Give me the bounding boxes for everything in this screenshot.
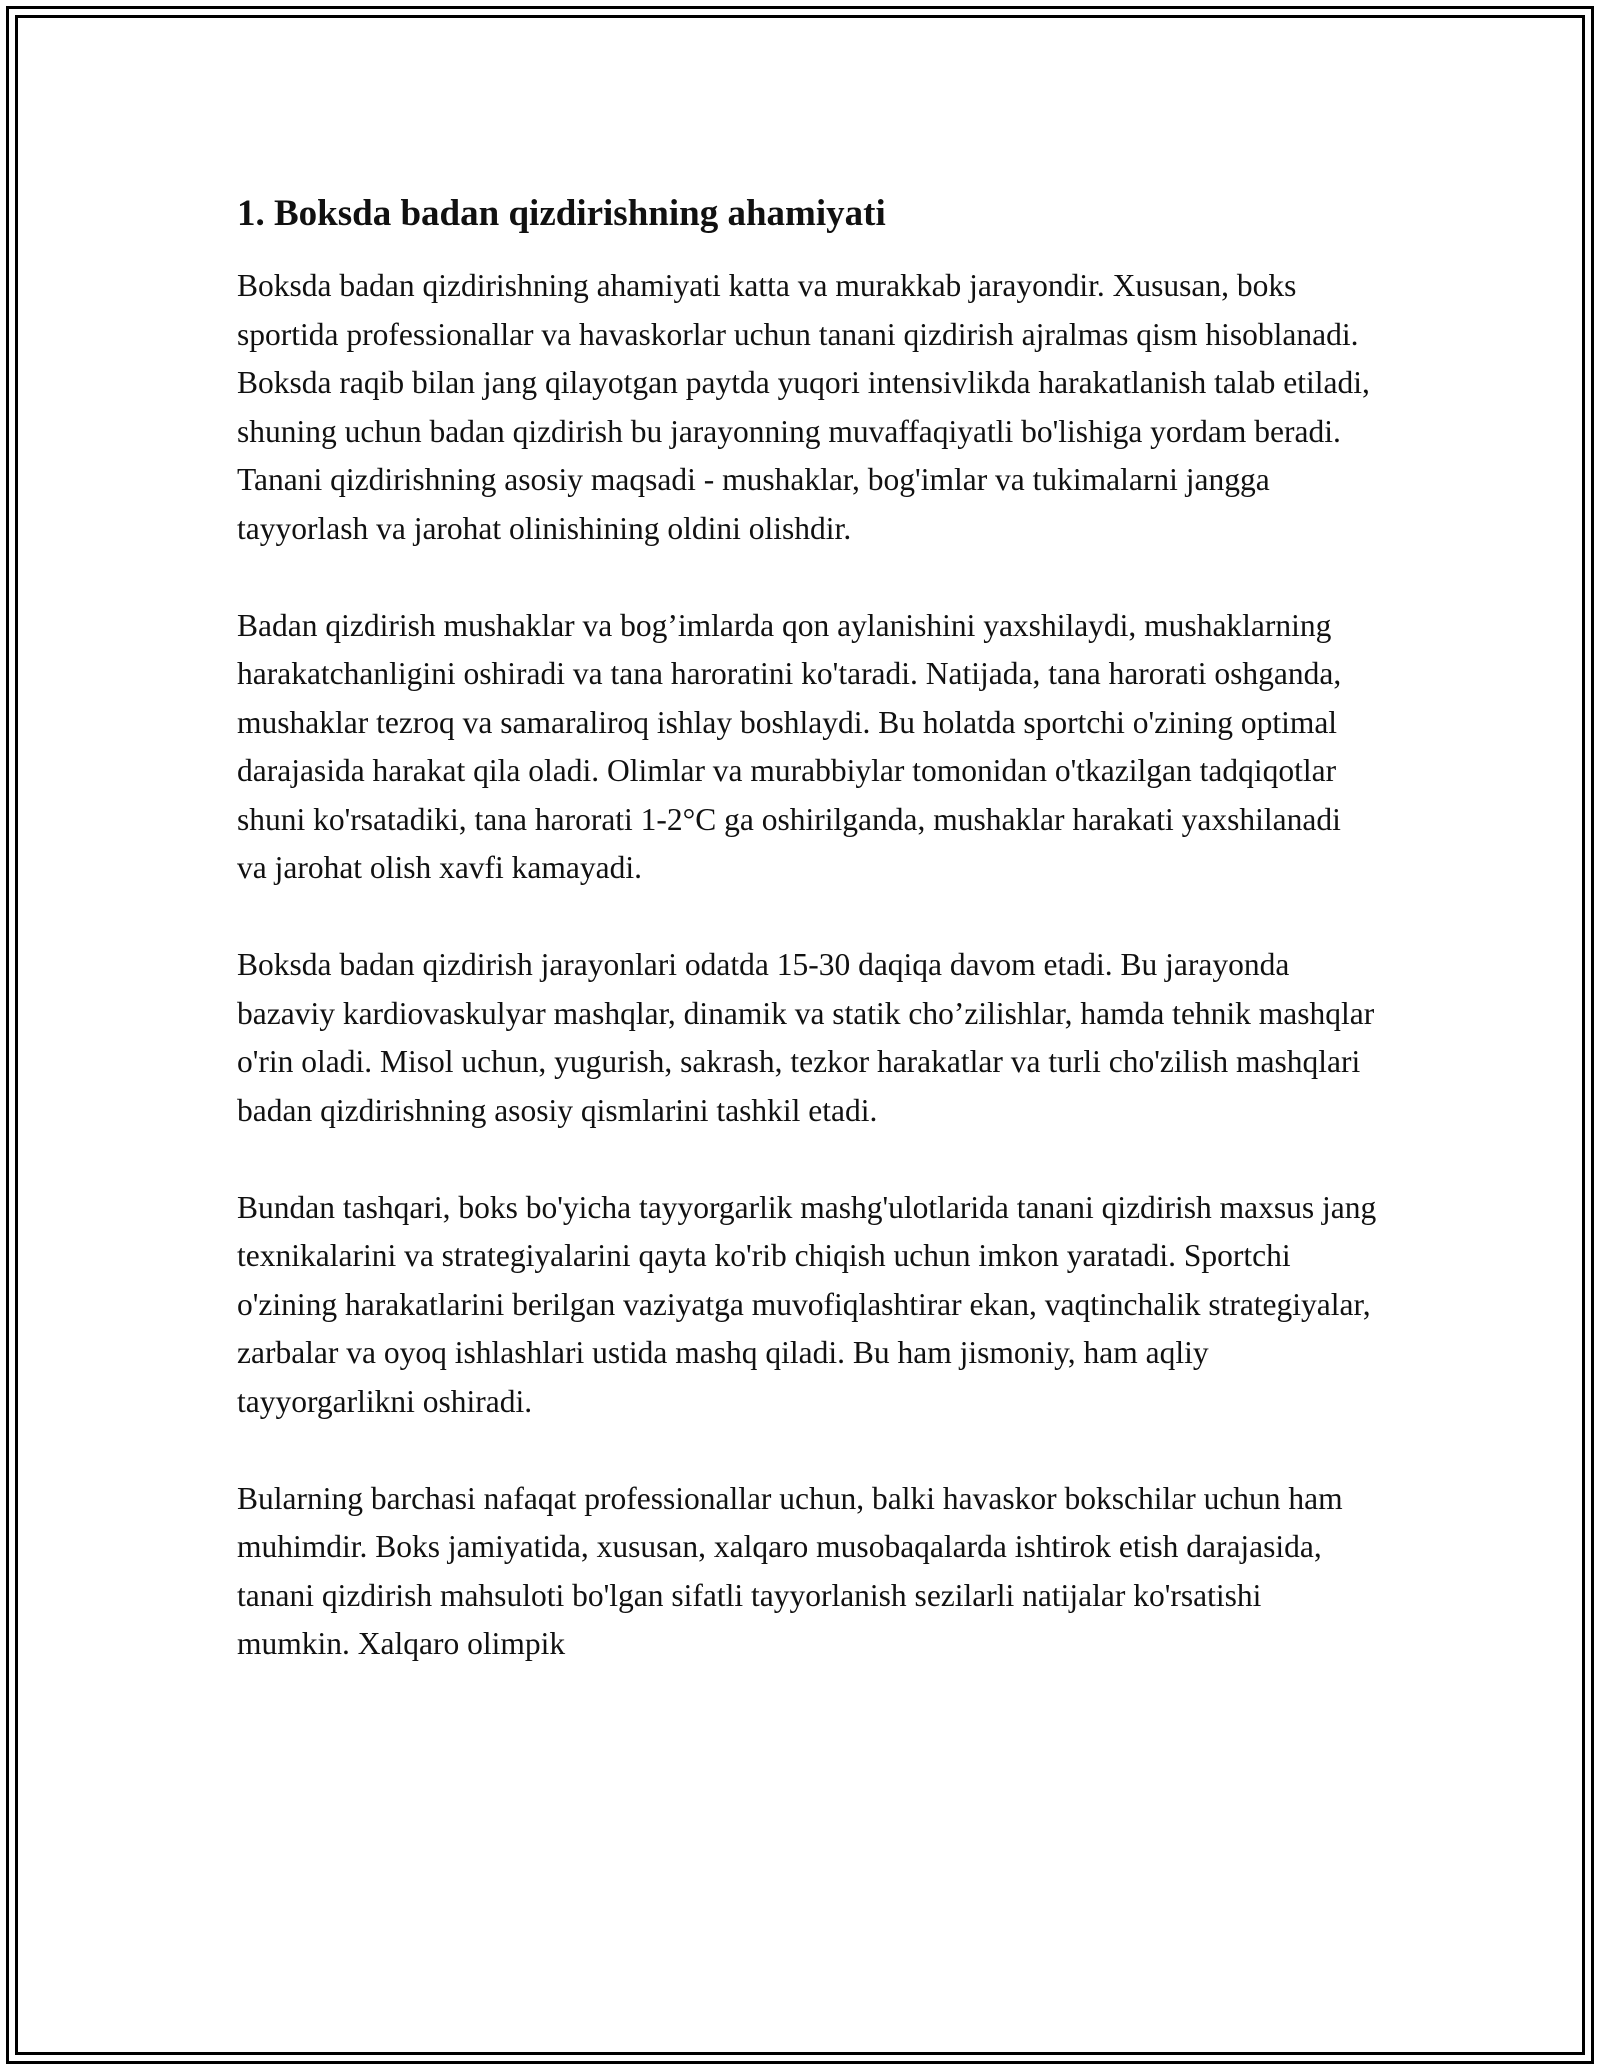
paragraph-2: Badan qizdirish mushaklar va bog’imlarda qon aylanishini yaxshilaydi, mushaklarning harakatchanligini oshiradi va tana haroratini ko'taradi. Natijada, tana harorati oshganda, mushaklar tezroq va samaraliroq ishlay boshlaydi. Bu holatda sportchi o'zining optimal darajasida harakat qila oladi. Olimlar va murabbiylar tomonidan o'tkazilgan tadqiqotlar shuni ko'rsatadiki, tana harorati 1-2°C ga oshirilganda, mushaklar harakati yaxshilanadi va jarohat olish xavfi kamayadi. <box>237 607 1342 885</box>
document-body <box>237 186 1377 1669</box>
paragraph-5: Bularning barchasi nafaqat professionallar uchun, balki havaskor bokschilar uchun ham muhimdir. Boks jamiyatida, xususan, xalqaro musobaqalarda ishtirok etish darajasida, tanani qizdirish mahsuloti bo'lgan sifatli tayyorlanish sezilarli natijalar ko'rsatishi mumkin. Xalqaro olimpik <box>237 1480 1343 1661</box>
section-heading: 1. Boksda badan qizdirishning ahamiyati <box>237 193 886 234</box>
paragraph-3: Boksda badan qizdirish jarayonlari odatda 15-30 daqiqa davom etadi. Bu jarayonda bazaviy kardiovaskulyar mashqlar, dinamik va statik cho’zilishlar, hamda tehnik mashqlar o'rin oladi. Misol uchun, yugurish, sakrash, tezkor harakatlar va turli cho'zilish mashqlari badan qizdirishning asosiy qismlarini tashkil etadi. <box>237 947 1375 1128</box>
paragraph-1: Boksda badan qizdirishning ahamiyati katta va murakkab jarayondir. Xususan, boks sportida professionallar va havaskorlar uchun tanani qizdirish ajralmas qism hisoblanadi. Boksda raqib bilan jang qilayotgan paytda yuqori intensivlikda harakatlanish talab etiladi, shuning uchun badan qizdirish bu jarayonning muvaffaqiyatli bo'lishiga yordam beradi. Tanani qizdirishning asosiy maqsadi - mushaklar, bog'imlar va tukimalarni jangga tayyorlash va jarohat olinishining oldini olishdir. <box>237 268 1370 546</box>
paragraph-4: Bundan tashqari, boks bo'yicha tayyorgarlik mashg'ulotlarida tanani qizdirish maxsus jang texnikalarini va strategiyalarini qayta ko'rib chiqish uchun imkon yaratadi. Sportchi o'zining harakatlarini berilgan vaziyatga muvofiqlashtirar ekan, vaqtinchalik strategiyalar, zarbalar va oyoq ishlashlari ustida mashq qiladi. Bu ham jismoniy, ham aqliy tayyorgarlikni oshiradi. <box>237 1189 1377 1419</box>
